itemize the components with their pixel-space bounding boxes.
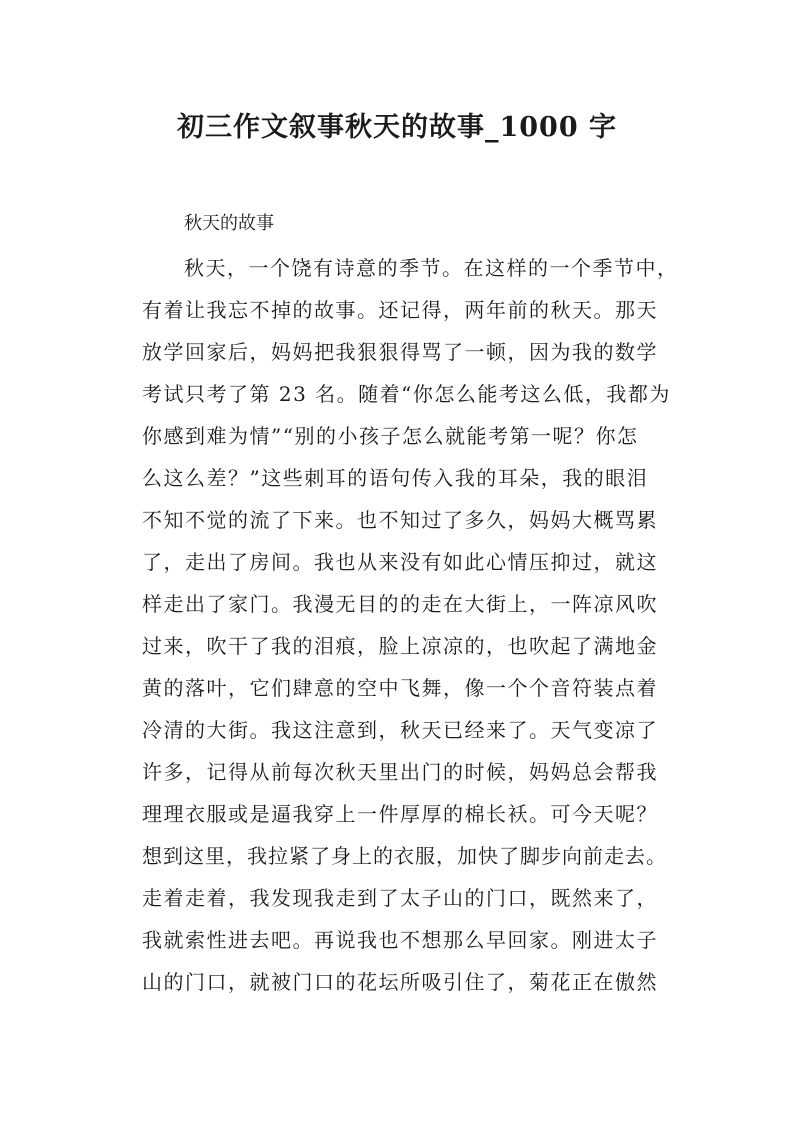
text-line: 有着让我忘不掉的故事。还记得，两年前的秋天。那天 — [142, 298, 658, 322]
text-line: 许多，记得从前每次秋天里出门的时候，妈妈总会帮我 — [142, 760, 658, 784]
text-line: 了，走出了房间。我也从来没有如此心情压抑过，就这 — [142, 550, 658, 574]
document-title: 初三作文叙事秋天的故事_1000 字 — [176, 112, 618, 143]
text-line: 想到这里，我拉紧了身上的衣服，加快了脚步向前走去。 — [142, 844, 667, 868]
text-line: 放学回家后，妈妈把我狠狠得骂了一顿，因为我的数学 — [142, 340, 658, 364]
text-line: 走着走着，我发现我走到了太子山的门口，既然来了， — [142, 886, 658, 910]
text-line: 样走出了家门。我漫无目的的走在大街上，一阵凉风吹 — [142, 592, 658, 616]
text-line: 么这么差？”这些刺耳的语句传入我的耳朵，我的眼泪 — [142, 466, 649, 490]
text-line: 秋天，一个饶有诗意的季节。在这样的一个季节中， — [184, 256, 679, 280]
text-line: 我就索性进去吧。再说我也不想那么早回家。刚进太子 — [142, 928, 658, 952]
text-line: 不知不觉的流了下来。也不知过了多久，妈妈大概骂累 — [142, 508, 658, 532]
text-line: 冷清的大街。我这注意到，秋天已经来了。天气变凉了 — [142, 718, 658, 742]
text-line: 理理衣服或是逼我穿上一件厚厚的棉长袄。可今天呢？ — [142, 802, 658, 826]
text-line: 过来，吹干了我的泪痕，脸上凉凉的，也吹起了满地金 — [142, 634, 658, 658]
text-line: 山的门口，就被门口的花坛所吸引住了，菊花正在傲然 — [142, 970, 658, 994]
text-line: 考试只考了第 23 名。随着“你怎么能考这么低，我都为 — [142, 382, 671, 406]
section-heading: 秋天的故事 — [184, 213, 274, 234]
text-line: 黄的落叶，它们肆意的空中飞舞，像一个个音符装点着 — [142, 676, 658, 700]
text-line: 你感到难为情”“别的小孩子怎么就能考第一呢？你怎 — [142, 424, 639, 448]
